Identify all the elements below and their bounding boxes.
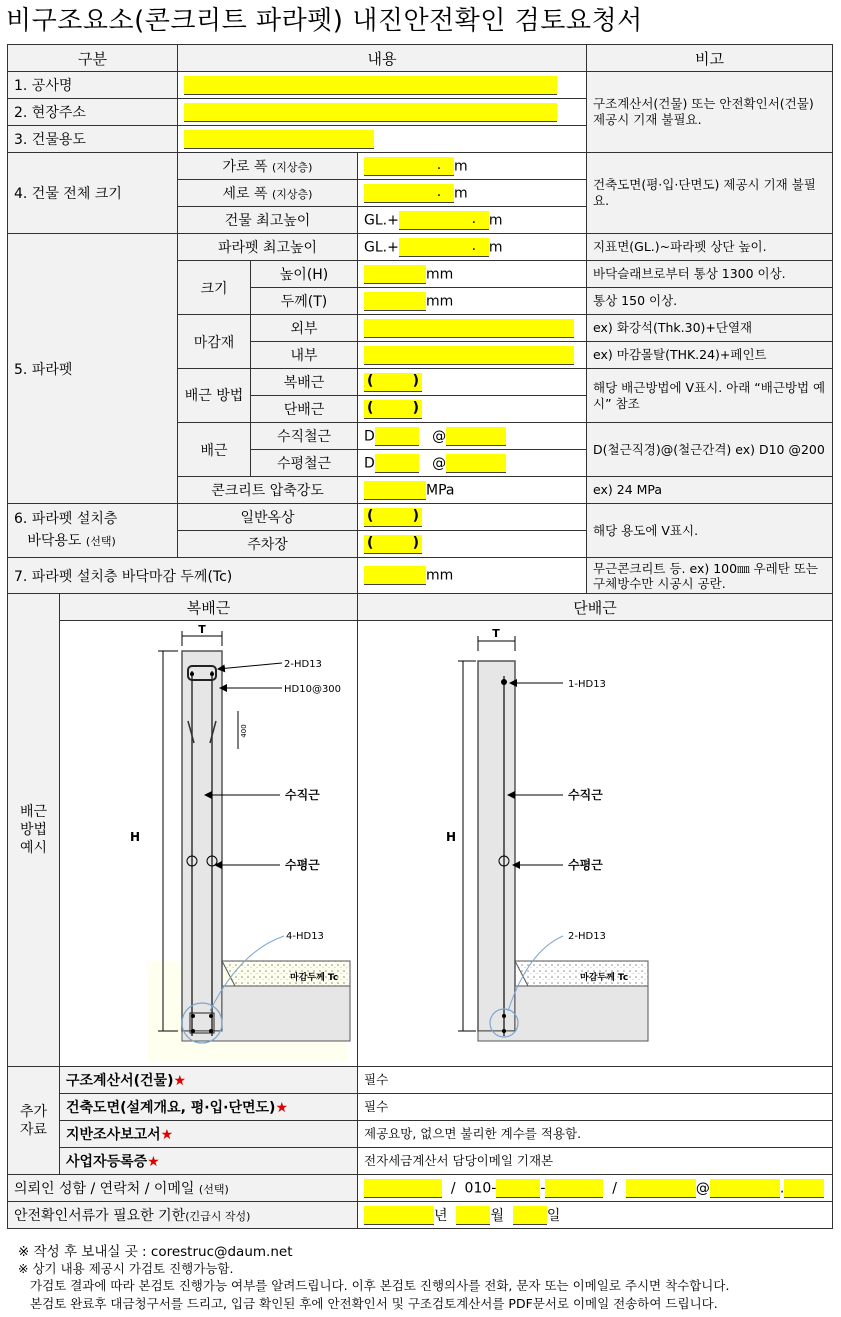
additional-item-3: 지반조사보고서★ xyxy=(60,1121,358,1148)
deadline-field[interactable]: 년 월 일 xyxy=(358,1202,833,1229)
single-bottom-label: 2-HD13 xyxy=(568,931,606,942)
request-form-table xyxy=(7,44,833,1229)
note-1-3: 구조계산서(건물) 또는 안전확인서(건물) 제공시 기재 불필요. xyxy=(587,72,833,153)
additional-item-4: 사업자등록증★ xyxy=(60,1148,358,1175)
max-height-label: 건물 최고높이 xyxy=(178,207,358,234)
single-rebar-diagram xyxy=(358,621,833,1067)
double-rebar-label: 복배근 xyxy=(251,369,358,396)
site-address-label: 2. 현장주소 xyxy=(8,99,178,126)
single-horizontal-label: 수평근 xyxy=(568,858,603,872)
additional-value-4: 전자세금계산서 담당이메일 기재본 xyxy=(358,1148,833,1175)
concrete-strength-field[interactable]: MPa xyxy=(358,477,587,504)
additional-value-3: 제공요망, 없으면 불리한 계수를 적용함. xyxy=(358,1121,833,1148)
parking-check[interactable]: ( ) xyxy=(358,531,587,558)
project-name-field[interactable] xyxy=(178,72,587,99)
concrete-strength-label: 콘크리트 압축강도 xyxy=(178,477,358,504)
dim-h-label: H xyxy=(130,830,141,844)
parking-label: 주차장 xyxy=(178,531,358,558)
dim-t-label: T xyxy=(198,623,206,636)
footer-line-1: ※ 작성 후 보내실 곳 : corestruc@daum.net xyxy=(18,1244,293,1260)
note-floor-use: 해당 용도에 V표시. xyxy=(587,504,833,558)
additional-item-2: 건축도면(설계개요, 평·입·단면도)★ xyxy=(60,1094,358,1121)
exterior-label: 외부 xyxy=(251,315,358,342)
footer-line-3: 가검토 결과에 따라 본검토 진행가능 여부를 알려드립니다. 이후 본검토 진행의사를 전화, 문자 또는 이메일로 주시면 착수합니다. xyxy=(30,1278,730,1293)
double-rebar-check[interactable]: ( ) xyxy=(358,369,587,396)
header-category: 구분 xyxy=(8,45,178,72)
thickness-t-label: 두께(T) xyxy=(251,288,358,315)
horizontal-bar-label: 수평철근 xyxy=(251,450,358,477)
exterior-field[interactable] xyxy=(358,315,587,342)
floor-finish-field[interactable]: mm xyxy=(358,558,587,594)
parapet-max-height-label: 파라펫 최고높이 xyxy=(178,234,358,261)
horizontal-bar-field[interactable]: D @ xyxy=(358,450,587,477)
general-roof-label: 일반옥상 xyxy=(178,504,358,531)
single-dim-h-label: H xyxy=(446,830,457,844)
hoop-label: HD10@300 xyxy=(284,684,342,695)
building-use-label: 3. 건물용도 xyxy=(8,126,178,153)
note-rebar: D(철근직경)@(철근간격) ex) D10 @200 xyxy=(587,423,833,477)
note-floor-finish: 무근콘크리트 등. ex) 100㎜ 우레탄 또는 구체방수만 시공시 공란. xyxy=(587,558,833,594)
single-finish-label: 마감두께 Tc xyxy=(580,973,629,983)
height-h-field[interactable]: mm xyxy=(358,261,587,288)
vertical-bar-field[interactable]: D @ xyxy=(358,423,587,450)
site-address-field[interactable] xyxy=(178,99,587,126)
additional-value-1: 필수 xyxy=(358,1067,833,1094)
header-remarks: 비고 xyxy=(587,45,833,72)
single-rebar-example-title: 단배근 xyxy=(358,594,833,621)
double-rebar-example-title: 복배근 xyxy=(60,594,358,621)
note-strength: ex) 24 MPa xyxy=(587,477,833,504)
additional-label: 추가 자료 xyxy=(8,1067,60,1175)
note-exterior: ex) 화강석(Thk.30)+단열재 xyxy=(587,315,833,342)
floor-use-label: 6. 파라펫 설치층 바닥용도 (선택) xyxy=(8,504,178,558)
rebar-sub-label: 배근 xyxy=(178,423,251,477)
height-h-label: 높이(H) xyxy=(251,261,358,288)
requester-field[interactable]: / 010- - / @ . xyxy=(358,1175,833,1202)
parapet-label: 5. 파라펫 xyxy=(8,234,178,504)
page-title: 비구조요소(콘크리트 파라펫) 내진안전확인 검토요청서 xyxy=(6,6,643,36)
note-interior: ex) 마감몰탈(THK.24)+페인트 xyxy=(587,342,833,369)
single-top-label: 1-HD13 xyxy=(568,679,606,690)
vertical-bar-label: 수직철근 xyxy=(251,423,358,450)
note-thickness: 통상 150 이상. xyxy=(587,288,833,315)
size-sub-label: 크기 xyxy=(178,261,251,315)
double-top-label: 2-HD13 xyxy=(284,659,322,670)
double-vertical-label: 수직근 xyxy=(285,788,320,802)
double-finish-label: 마감두께 Tc xyxy=(290,973,339,983)
additional-item-1: 구조계산서(건물)★ xyxy=(60,1067,358,1094)
project-name-label: 1. 공사명 xyxy=(8,72,178,99)
single-rebar-check[interactable]: ( ) xyxy=(358,396,587,423)
general-roof-check[interactable]: ( ) xyxy=(358,504,587,531)
footer-line-2: ※ 상기 내용 제공시 가검토 진행가능함. xyxy=(18,1261,234,1276)
double-bottom-label: 4-HD13 xyxy=(286,931,324,942)
example-label: 배근 방법 예시 xyxy=(8,594,60,1067)
floor-finish-label: 7. 파라펫 설치층 바닥마감 두께(Tc) xyxy=(8,558,358,594)
dim-400-label: 400 xyxy=(240,724,248,738)
interior-label: 내부 xyxy=(251,342,358,369)
single-vertical-label: 수직근 xyxy=(568,788,603,802)
parapet-max-height-field[interactable]: GL.+ . m xyxy=(358,234,587,261)
note-rebar-method: 해당 배근방법에 V표시. 아래 “배근방법 예시” 참조 xyxy=(587,369,833,423)
double-horizontal-label: 수평근 xyxy=(285,858,320,872)
note-height: 바닥슬래브로부터 통상 1300 이상. xyxy=(587,261,833,288)
single-rebar-label: 단배근 xyxy=(251,396,358,423)
deadline-label: 안전확인서류가 필요한 기한(긴급시 작성) xyxy=(8,1202,358,1229)
width-label: 가로 폭 (지상층) xyxy=(178,153,358,180)
note-4: 건축도면(평·입·단면도) 제공시 기재 불필요. xyxy=(587,153,833,234)
interior-field[interactable] xyxy=(358,342,587,369)
max-height-field[interactable]: GL.+ . m xyxy=(358,207,587,234)
rebar-method-sub-label: 배근 방법 xyxy=(178,369,251,423)
depth-field[interactable]: . m xyxy=(358,180,587,207)
depth-label: 세로 폭 (지상층) xyxy=(178,180,358,207)
building-use-field[interactable] xyxy=(178,126,587,153)
double-rebar-diagram xyxy=(60,621,358,1067)
thickness-t-field[interactable]: mm xyxy=(358,288,587,315)
footer-line-4: 본검토 완료후 대금청구서를 드리고, 입금 확인된 후에 안전확인서 및 구조검토계산서를 PDF문서로 이메일 전송하여 드립니다. xyxy=(30,1296,718,1311)
note-parapet-height: 지표면(GL.)~파라펫 상단 높이. xyxy=(587,234,833,261)
building-size-label: 4. 건물 전체 크기 xyxy=(8,153,178,234)
additional-value-2: 필수 xyxy=(358,1094,833,1121)
single-dim-t-label: T xyxy=(492,627,500,640)
finish-sub-label: 마감재 xyxy=(178,315,251,369)
requester-label: 의뢰인 성함 / 연락처 / 이메일 (선택) xyxy=(8,1175,358,1202)
width-field[interactable]: . m xyxy=(358,153,587,180)
header-content: 내용 xyxy=(178,45,587,72)
